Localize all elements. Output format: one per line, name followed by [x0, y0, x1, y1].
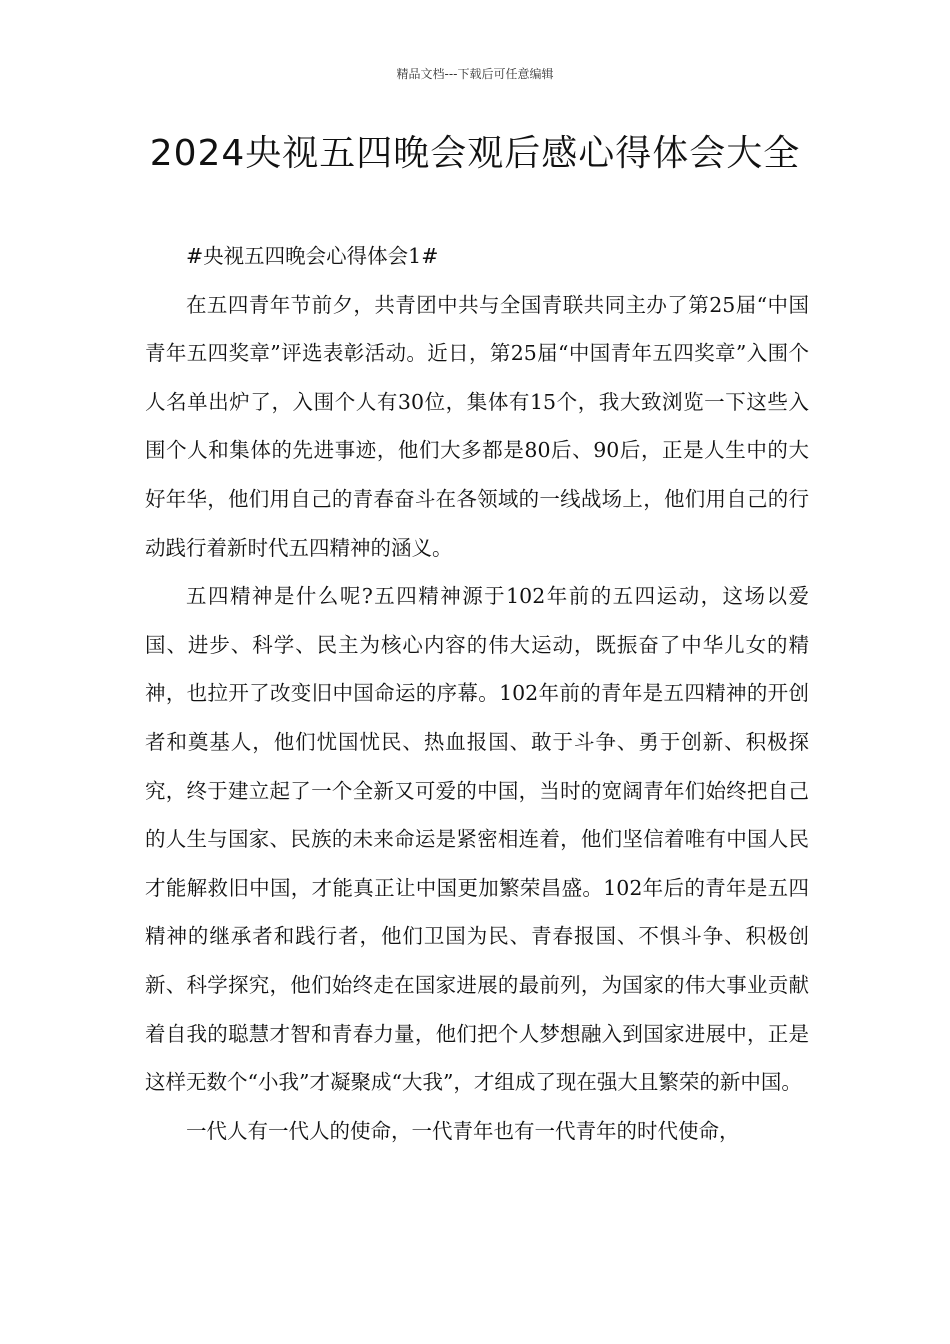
- section-heading: #央视五四晚会心得体会1#: [186, 244, 439, 268]
- paragraph-2: 五四精神是什么呢?五四精神源于102年前的五四运动，这场以爱国、进步、科学、民主为核心内容的伟大运动，既振奋了中华儿女的精神，也拉开了改变旧中国命运的序幕。102年前的青年是五四精神的开创者和奠基人，他们忧国忧民、热血报国、敢于斗争、勇于创新、积极探究，终于建立起了一个全新又可爱的中国，当时的宽阔青年们始终把自己的人生与国家、民族的未来命运是紧密相连着，他们坚信着唯有中国人民才能解救旧中国，才能真正让中国更加繁荣昌盛。102年后的青年是五四精神的继承者和践行者，他们卫国为民、青春报国、不惧斗争、积极创新、科学探究，他们始终走在国家进展的最前列，为国家的伟大事业贡献着自我的聪慧才智和青春力量，他们把个人梦想融入到国家进展中，正是这样无数个“小我”才凝聚成“大我”，才组成了现在强大且繁荣的新中国。: [145, 584, 809, 1095]
- page-header: 精品文档---下载后可任意编辑: [396, 67, 554, 81]
- document-body: [145, 232, 809, 1155]
- paragraph-3: 一代人有一代人的使命，一代青年也有一代青年的时代使命，: [186, 1118, 740, 1143]
- document-title: 2024央视五四晚会观后感心得体会大全: [149, 133, 801, 174]
- paragraph-1: 在五四青年节前夕，共青团中共与全国青联共同主办了第25届“中国青年五四奖章”评选表彰活动。近日，第25届“中国青年五四奖章”入围个人名单出炉了，入围个人有30位，集体有15个，我大致浏览一下这些入围个人和集体的先进事迹，他们大多都是80后、90后，正是人生中的大好年华，他们用自己的青春奋斗在各领域的一线战场上，他们用自己的行动践行着新时代五四精神的涵义。: [145, 292, 809, 560]
